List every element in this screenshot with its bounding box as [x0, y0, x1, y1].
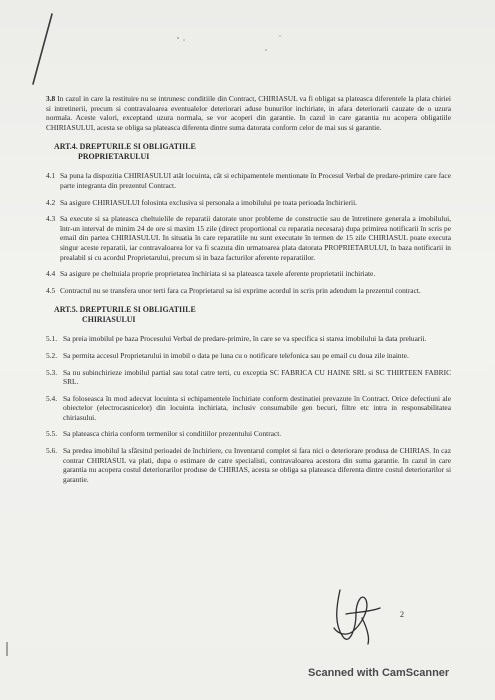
clause-number: 5.4.: [46, 393, 58, 403]
clause-number: 4.4: [46, 269, 56, 279]
page-number: 2: [400, 610, 404, 619]
clause-5-5: [46, 429, 451, 439]
clause-text: Sa foloseasca în mod adecvat locuinta si echipamentele închiriate conform destinatiei prevazute în Contract. Orice defectiuni ale obiectelor (electrocasnicelor) din locuinta inchiriata, inclusiv consumabile gen becuri, filtre etc intra in responsabilitatea chiriasului.: [63, 393, 451, 422]
article-5-heading: [54, 305, 451, 325]
clause-5-4: [46, 394, 451, 423]
margin-tick-mark: [3, 640, 11, 660]
clause-text: Sa execute si sa plateasca cheltuielile de reparatii datorate unor probleme de constructie sau de întretinere generala a imobilului, într-un interval de minim 24 de ore si maxim 15 zile (direct proportional cu reparatia necesara) dupa primirea notificarii în scris pe email din partea CHIRIASULUI. In situatia în care reparatiile nu sunt executate în termen de 15 zile CHIRIASUL poate executa singur aceste reparatii, iar contravaloarea lor va fi scazuta din urmatoarea plata datorata PROPRIETARULUI, în baza notificarii in prealabil si cu acordul Proprietarului, precum si in baza facturilor aferente reparatiilor.: [60, 214, 451, 262]
clause-text: Sa puna la dispozitia CHIRIASULUI atât locuinta, cât si echipamentele mentionate în Procesul Verbal de predare-primire care face parte integranta din prezentul Contract.: [60, 171, 451, 190]
clause-4-5: [46, 286, 451, 296]
clause-number: 5.3.: [46, 367, 58, 377]
clause-text: Sa predea imobilul la sfârsitul perioadei de închiriere, cu Inventarul complet si fara nici o deteriorare produsa de CHIRIAS. In caz contrar CHIRIASUL va plati, dupa o estimare de catre specialisti, contravaloarea acestora din suma garantie. In cazul in care garantia nu acopera costul deteriorarilor produse de CHIRIAS, acesta se obliga sa plateasca diferenta dintre costul deteriorarilor si garantie.: [63, 446, 451, 484]
pen-slash-mark: [0, 0, 80, 95]
clause-number: 4.5: [46, 285, 56, 295]
clause-number: 4.3: [46, 214, 56, 224]
clause-number: 5.1.: [46, 334, 58, 344]
article-4: [46, 142, 451, 295]
article-4-subtitle: PROPRIETARULUI: [78, 152, 150, 162]
clause-text: Contractul nu se transfera unor terti fara ca Proprietarul sa isi exprime acordul in scris prin adendum la prezentul contract.: [60, 285, 421, 295]
clause-4-4: [46, 269, 451, 279]
clause-4-3: [46, 214, 451, 262]
clause-number: 5.2.: [46, 350, 58, 360]
clause-3-8: [46, 94, 451, 132]
clause-4-2: [46, 198, 451, 208]
clause-text: Sa asigure pe cheltuiala proprie proprietatea închiriata si sa plateasca taxele aferente proprietatii inchiriate.: [60, 269, 376, 279]
clause-5-6: [46, 446, 451, 484]
clause-number: 3.8: [46, 94, 56, 103]
scan-specks: [170, 28, 290, 58]
clause-text: In cazul in care la restituire nu se intrunesc conditiile din Contract, CHIRIASUL va fi obligat sa plateasca diferentele la plata chiriei si intretinerii, precum si contravaloarea eventualelor deteriorari aduse bunurilor inchiriate, in afara deteriorarii cauzate de o uzura normala. Aceste valori, exceptand uzura normala, se vor acoperi din garantie. In cazul in care garantia nu acopera obligatiile CHIRIASULUI, acesta se obliga sa plateasca diferenta dintre suma datorata conform celor de mai sus si garantie.: [46, 94, 451, 132]
clause-text: Sa asigure CHIRIASULUI folosinta exclusiva si personala a imobilului pe toata perioada închirierii.: [60, 197, 357, 207]
clause-number: 5.5.: [46, 429, 58, 439]
clause-5-1: [46, 334, 451, 344]
article-4-heading: [54, 142, 451, 162]
handwritten-signature: [326, 578, 386, 648]
clause-5-2: [46, 351, 451, 361]
clause-number: 4.1: [46, 171, 56, 181]
clause-text: Sa plateasca chiria conform termenilor si conditiilor prezentului Contract.: [63, 429, 282, 439]
clause-number: 4.2: [46, 197, 56, 207]
clause-number: 5.6.: [46, 446, 58, 456]
clause-text: Sa nu subinchirieze imobilul partial sau total catre terti, cu exceptia SC FABRICA CU HAINE SRL si SC THIRTEEN FABRIC SRL.: [63, 367, 451, 387]
article-5-subtitle: CHIRIASULUI: [82, 315, 136, 325]
clause-5-3: [46, 368, 451, 387]
clause-4-1: [46, 171, 451, 190]
article-4-title: ART.4. DREPTURILE SI OBLIGATIILE: [54, 142, 196, 152]
camscanner-watermark: Scanned with CamScanner: [308, 667, 450, 679]
clause-text: Sa preia imobilul pe baza Procesului Verbal de predare-primire, în care se va specifica si starea imobilului la data preluarii.: [63, 334, 427, 344]
article-5: [46, 305, 451, 484]
contract-body: [46, 94, 451, 491]
clause-text: Sa permita accesul Proprietarului in imobil o data pe luna cu o notificare telefonica sau pe email cu doua zile inainte.: [63, 350, 409, 360]
article-5-title: ART.5. DREPTURILE SI OBLIGATIILE: [54, 305, 196, 315]
